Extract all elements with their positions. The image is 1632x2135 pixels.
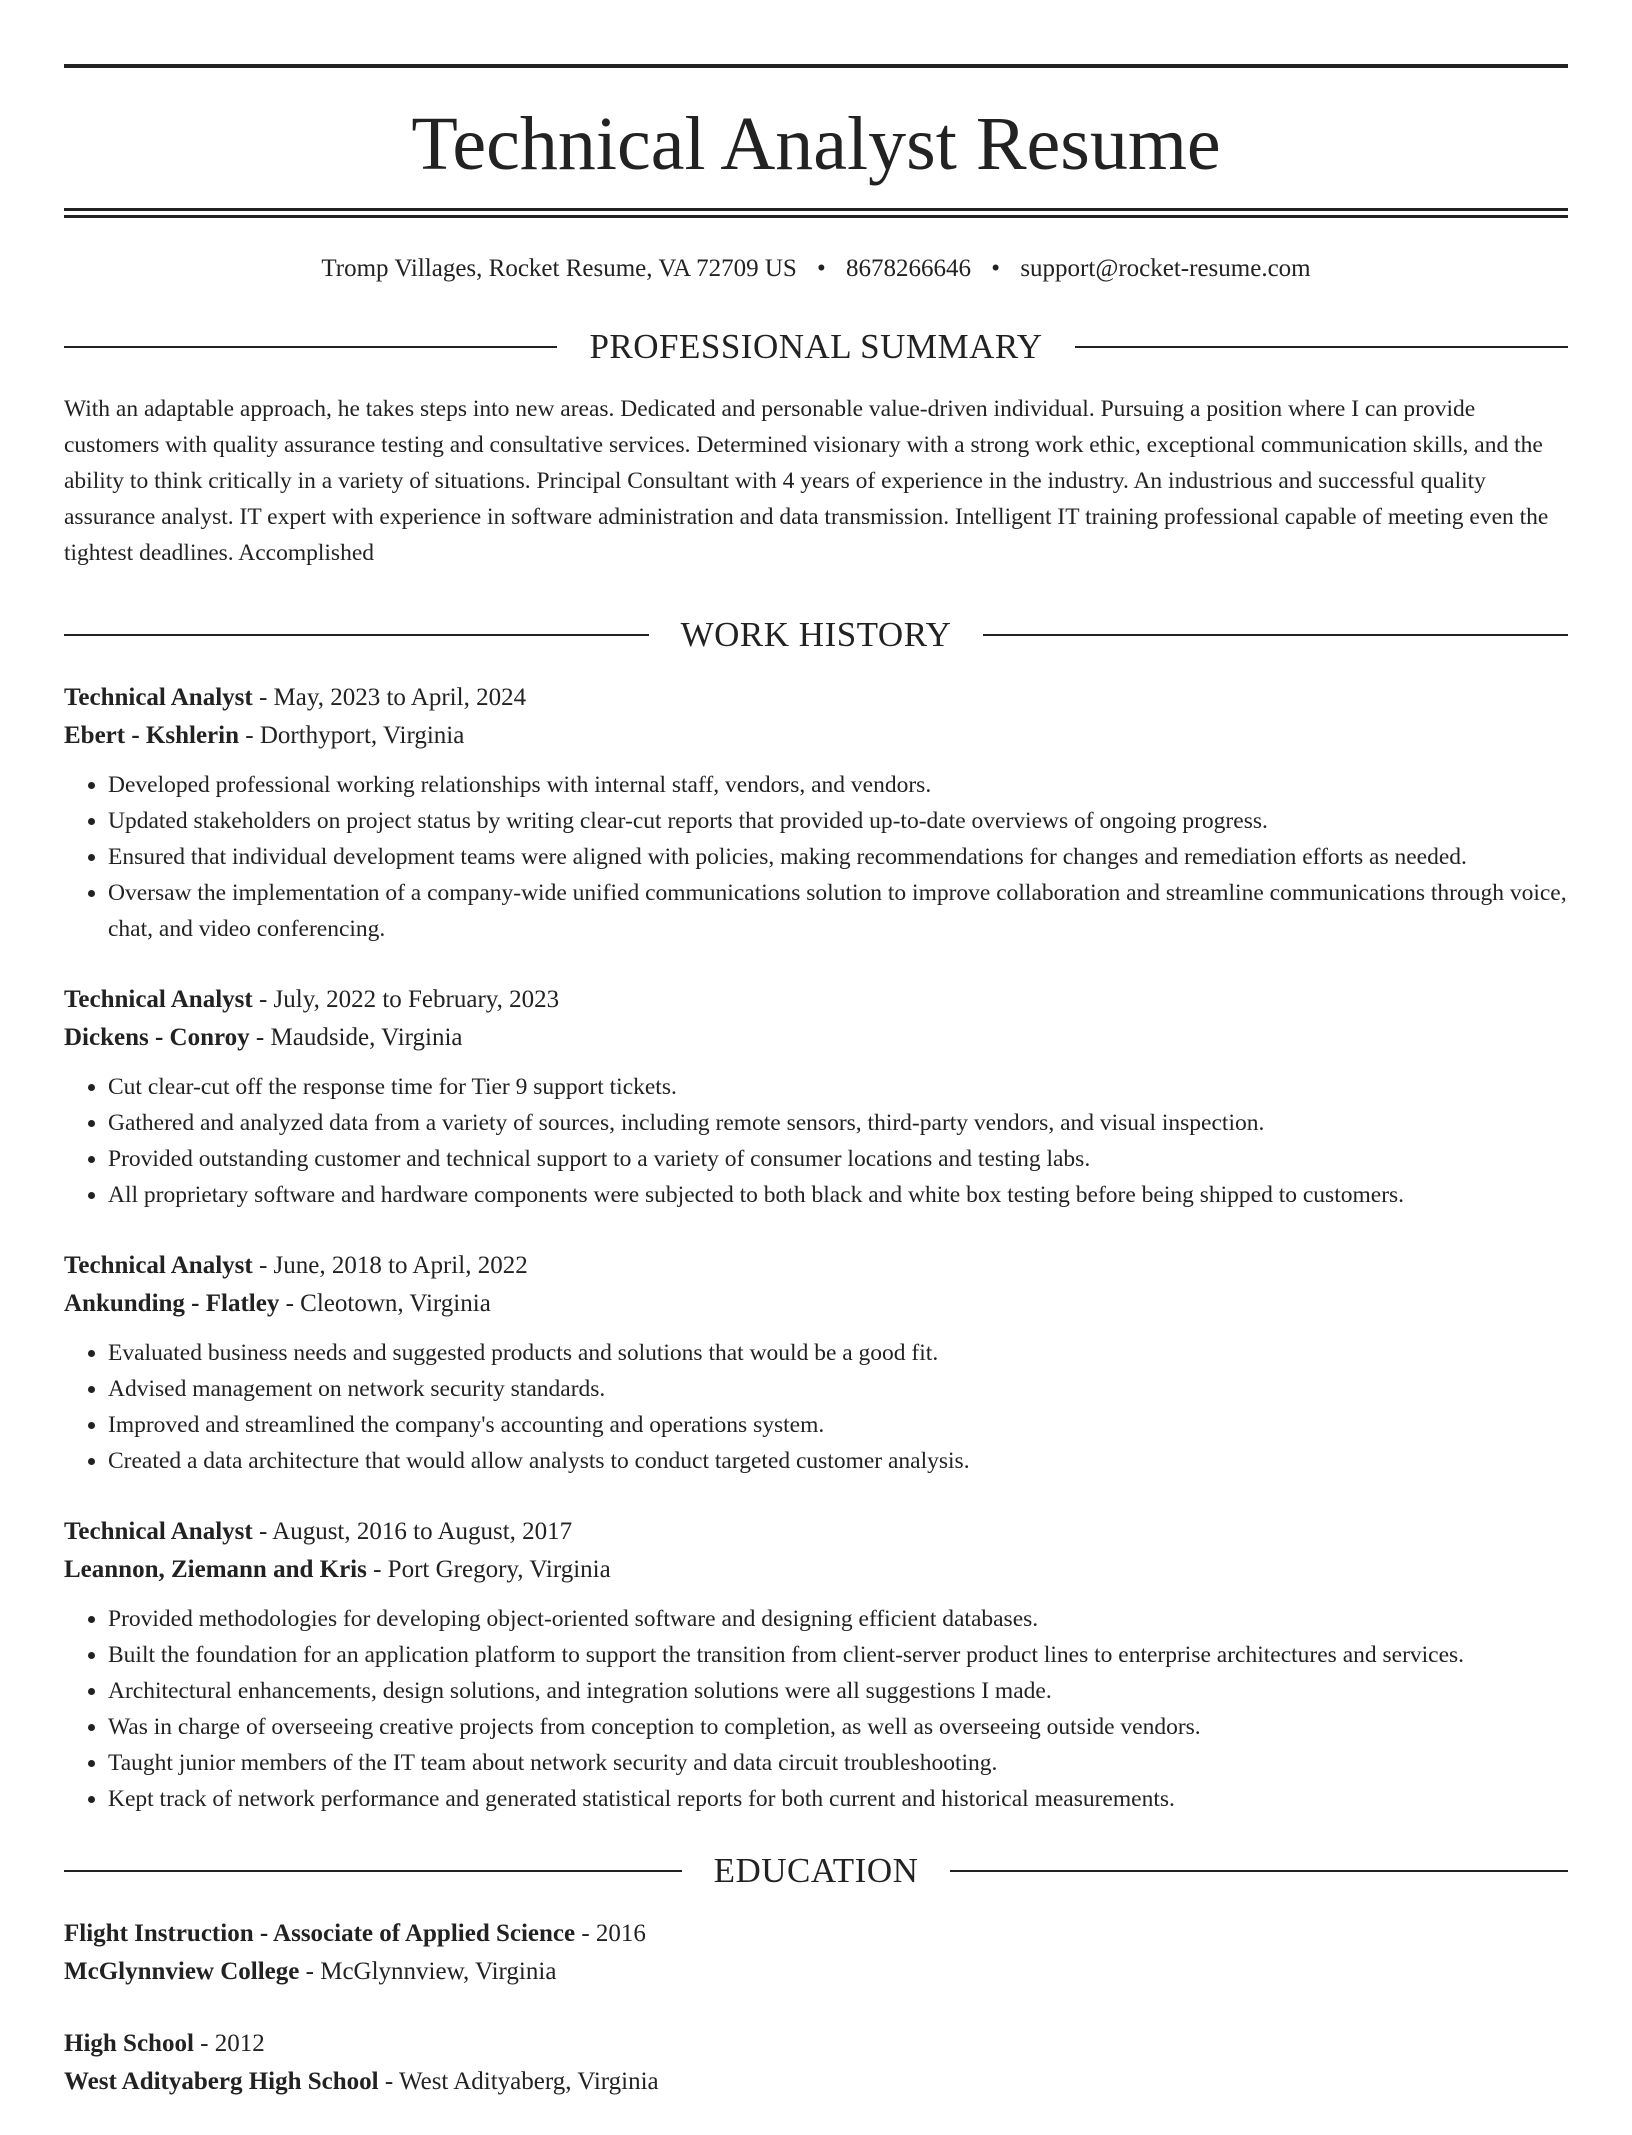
heading-rule-left xyxy=(64,346,557,348)
job-title-line xyxy=(64,679,1568,717)
school-location: - McGlynnview, Virginia xyxy=(299,1958,557,1985)
job-entry xyxy=(64,981,1568,1213)
school-name: West Adityaberg High School xyxy=(64,2068,379,2095)
degree-year: - 2012 xyxy=(193,2030,265,2057)
job-dates: - August, 2016 to August, 2017 xyxy=(252,1518,573,1545)
school-name: McGlynnview College xyxy=(64,1958,300,1985)
section-title: EDUCATION xyxy=(713,1851,919,1890)
contact-address: Tromp Villages, Rocket Resume, VA 72709 US xyxy=(321,255,797,282)
job-title: Technical Analyst xyxy=(64,986,253,1013)
school-line xyxy=(64,2063,1568,2101)
degree: Flight Instruction - Associate of Applied Science xyxy=(64,1920,576,1947)
degree-line xyxy=(64,2025,1568,2063)
job-bullets xyxy=(64,1601,1568,1817)
job-bullet: • Built the foundation for an application platform to support the transition from client-server product lines to enterprise architectures and services. xyxy=(108,1637,1568,1673)
job-title: Technical Analyst xyxy=(64,684,253,711)
contact-email: support@rocket-resume.com xyxy=(1020,255,1311,282)
job-bullets xyxy=(64,1069,1568,1213)
job-dates: - June, 2018 to April, 2022 xyxy=(252,1252,528,1279)
heading-rule-right xyxy=(983,634,1568,636)
section-heading-work xyxy=(64,615,1568,655)
job-bullet: • Was in charge of overseeing creative projects from conception to completion, as well as overseeing outside vendors. xyxy=(108,1709,1568,1745)
contact-phone: 8678266646 xyxy=(846,255,972,282)
section-title: PROFESSIONAL SUMMARY xyxy=(589,327,1043,366)
job-location: - Cleotown, Virginia xyxy=(279,1290,491,1317)
contact-separator: • xyxy=(817,255,826,282)
heading-rule-right xyxy=(950,1870,1568,1872)
job-company-line xyxy=(64,1285,1568,1323)
job-bullet: • Advised management on network security standards. xyxy=(108,1371,1568,1407)
job-title-line xyxy=(64,1247,1568,1285)
job-company: Ankunding - Flatley xyxy=(64,1290,280,1317)
job-bullet: • Updated stakeholders on project status by writing clear-cut reports that provided up-to-date overviews of ongoing progress. xyxy=(108,803,1568,839)
job-bullet: • Oversaw the implementation of a company-wide unified communications solution to improve collaboration and streamline communications through voice, chat, and video conferencing. xyxy=(108,875,1568,947)
job-company: Ebert - Kshlerin xyxy=(64,722,239,749)
school-line xyxy=(64,1953,1568,1991)
job-entry xyxy=(64,679,1568,947)
job-title: Technical Analyst xyxy=(64,1518,253,1545)
section-title: WORK HISTORY xyxy=(680,615,952,654)
heading-rule-right xyxy=(1075,346,1568,348)
contact-separator: • xyxy=(991,255,1001,282)
job-company-line xyxy=(64,1019,1568,1057)
resume-page xyxy=(64,64,1568,2135)
job-bullets xyxy=(64,1335,1568,1479)
education-entry xyxy=(64,1915,1568,1991)
job-dates: - July, 2022 to February, 2023 xyxy=(252,986,560,1013)
job-bullet: • Gathered and analyzed data from a variety of sources, including remote sensors, third-party vendors, and visual inspection. xyxy=(108,1105,1568,1141)
degree-line xyxy=(64,1915,1568,1953)
work-history-list xyxy=(64,679,1568,1817)
job-bullet: • Created a data architecture that would allow analysts to conduct targeted customer analysis. xyxy=(108,1443,1568,1479)
job-bullet: • Provided outstanding customer and technical support to a variety of consumer locations and testing labs. xyxy=(108,1141,1568,1177)
job-bullet: • All proprietary software and hardware components were subjected to both black and white box testing before being shipped to customers. xyxy=(108,1177,1568,1213)
education-list xyxy=(64,1915,1568,2101)
heading-rule-left xyxy=(64,634,649,636)
summary-paragraph: With an adaptable approach, he takes steps into new areas. Dedicated and personable value-driven individual. Pursuing a position where I can provide customers with quality assurance testing and consultative services. Determined visionary with a strong work ethic, exceptional communication skills, and the ability to think critically in a variety of situations. Principal Consultant with 4 years of experience in the industry. An industrious and successful quality assurance analyst. IT expert with experience in software administration and data transmission. Intelligent IT training professional capable of meeting even the tightest deadlines. Accomplished xyxy=(64,396,1549,566)
heading-rule-left xyxy=(64,1870,682,1872)
section-heading-education xyxy=(64,1851,1568,1891)
job-title-line xyxy=(64,1513,1568,1551)
job-company-line xyxy=(64,717,1568,755)
job-bullet: • Architectural enhancements, design solutions, and integration solutions were all suggestions I made. xyxy=(108,1673,1568,1709)
job-bullet: • Evaluated business needs and suggested products and solutions that would be a good fit. xyxy=(108,1335,1568,1371)
job-location: - Maudside, Virginia xyxy=(249,1024,463,1051)
contact-line xyxy=(64,255,1568,283)
title-double-rule xyxy=(64,208,1568,218)
job-bullet: • Ensured that individual development teams were aligned with policies, making recommendations for changes and remediation efforts as needed. xyxy=(108,839,1568,875)
top-rule xyxy=(64,64,1568,68)
job-company-line xyxy=(64,1551,1568,1589)
degree-year: - 2016 xyxy=(575,1920,646,1947)
job-company: Dickens - Conroy xyxy=(64,1024,250,1051)
job-bullet: • Cut clear-cut off the response time for Tier 9 support tickets. xyxy=(108,1069,1568,1105)
school-location: - West Adityaberg, Virginia xyxy=(378,2068,659,2095)
job-company: Leannon, Ziemann and Kris xyxy=(64,1556,367,1583)
job-bullets xyxy=(64,767,1568,947)
job-bullet: • Improved and streamlined the company's accounting and operations system. xyxy=(108,1407,1568,1443)
job-location: - Dorthyport, Virginia xyxy=(239,722,465,749)
job-title: Technical Analyst xyxy=(64,1252,253,1279)
job-entry xyxy=(64,1247,1568,1479)
job-bullet: • Provided methodologies for developing object-oriented software and designing efficient databases. xyxy=(108,1601,1568,1637)
job-title-line xyxy=(64,981,1568,1019)
degree: High School xyxy=(64,2030,194,2057)
job-bullet: • Taught junior members of the IT team about network security and data circuit troubleshooting. xyxy=(108,1745,1568,1781)
job-dates: - May, 2023 to April, 2024 xyxy=(252,684,527,711)
section-heading-summary xyxy=(64,327,1568,367)
job-entry xyxy=(64,1513,1568,1817)
job-bullet: • Developed professional working relationships with internal staff, vendors, and vendors. xyxy=(108,767,1568,803)
education-entry xyxy=(64,2025,1568,2101)
job-bullet: • Kept track of network performance and generated statistical reports for both current and historical measurements. xyxy=(108,1781,1568,1817)
job-location: - Port Gregory, Virginia xyxy=(366,1556,611,1583)
resume-title: Technical Analyst Resume xyxy=(411,102,1221,186)
